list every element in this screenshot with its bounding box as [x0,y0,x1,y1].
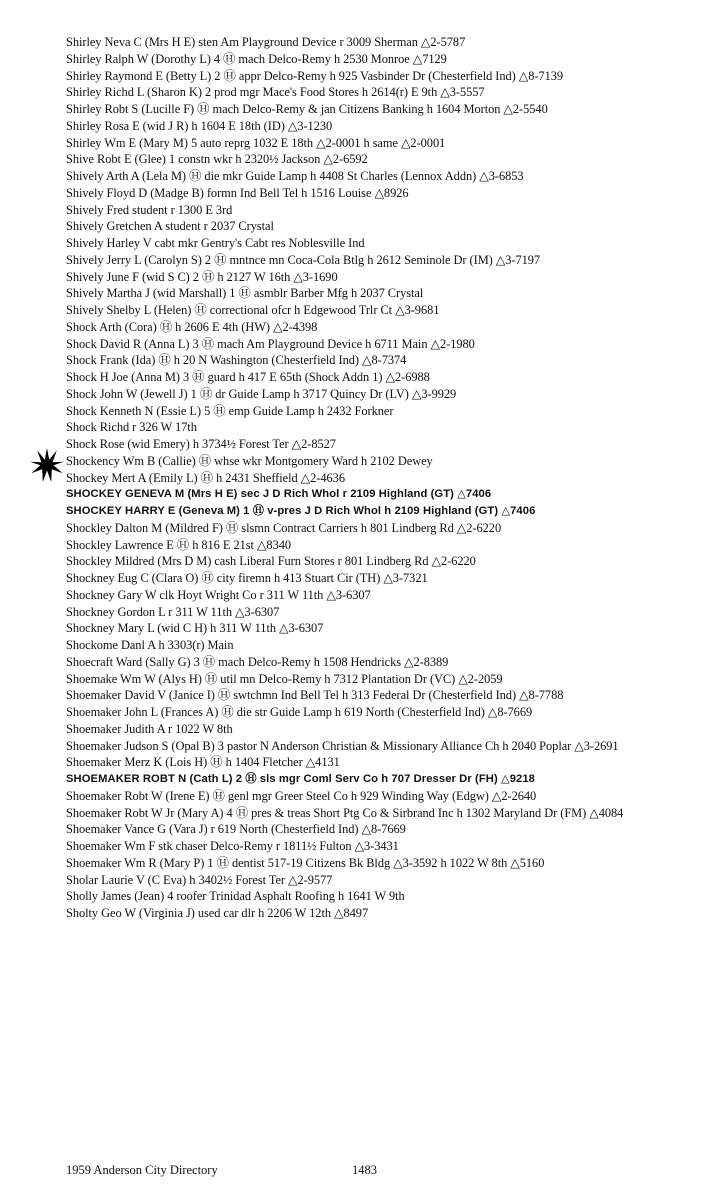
directory-entry: Shockency Wm B (Callie) Ⓗ whse wkr Montgomery Ward h 2102 Dewey [66,453,433,468]
directory-entry: Shirley Raymond E (Betty L) 2 Ⓗ appr Delco-Remy h 925 Vasbinder Dr (Chesterfield Ind) △8-7139 [66,68,564,83]
directory-entry: Shock John W (Jewell J) 1 Ⓗ dr Guide Lamp h 3717 Quincy Dr (LV) △3-9929 [66,386,457,401]
directory-entry: Shively Floyd D (Madge B) formn Ind Bell Tel h 1516 Louise △8926 [66,185,409,200]
directory-entry: Shoemake Wm W (Alys H) Ⓗ util mn Delco-Remy h 7312 Plantation Dr (VC) △2-2059 [66,671,503,686]
directory-entry: Shively Gretchen A student r 2037 Crystal [66,219,274,234]
directory-entry: Shively Shelby L (Helen) Ⓗ correctional ofcr h Edgewood Trlr Ct △3-9681 [66,303,440,317]
directory-entry: Shively Arth A (Lela M) Ⓗ die mkr Guide Lamp h 4408 St Charles (Lennox Addn) △3-6853 [66,169,524,183]
directory-entry: Shockney Gordon L r 311 W 11th △3-6307 [66,604,280,619]
directory-entry: Shively June F (wid S C) 2 Ⓗ h 2127 W 16th △3-1690 [66,269,338,284]
directory-entry: Shoemaker John L (Frances A) Ⓗ die str Guide Lamp h 619 North (Chesterfield Ind) △8-7669 [66,705,533,719]
directory-entry: Shock Rose (wid Emery) h 3734½ Forest Ter △2-8527 [66,437,336,451]
directory-entry: Shock David R (Anna L) 3 Ⓗ mach Am Playground Device h 6711 Main △2-1980 [66,336,475,351]
directory-entry: Shoecraft Ward (Sally G) 3 Ⓗ mach Delco-Remy h 1508 Hendricks △2-8389 [66,654,449,669]
directory-entry: Shock Richd r 326 W 17th [66,420,197,435]
directory-entry: SHOCKEY HARRY E (Geneva M) 1 Ⓗ v-pres J D Rich Whol h 2109 Highland (GT) △7406 [66,505,536,517]
directory-entry: Shirley Neva C (Mrs H E) sten Am Playground Device r 3009 Sherman △2-5787 [66,35,466,49]
directory-entry: Shirley Rosa E (wid J R) h 1604 E 18th (ID) △3-1230 [66,118,333,133]
directory-entry: Shively Martha J (wid Marshall) 1 Ⓗ asmblr Barber Mfg h 2037 Crystal [66,286,424,301]
directory-entry: Shoemaker Wm F stk chaser Delco-Remy r 1811½ Fulton △3-3431 [66,839,399,853]
directory-entry: Shive Robt E (Glee) 1 constn wkr h 2320½ Jackson △2-6592 [66,152,368,167]
directory-entry: Shirley Wm E (Mary M) 5 auto reprg 1032 E 18th △2-0001 h same △2-0001 [66,135,446,150]
directory-entry: Shockey Mert A (Emily L) Ⓗ h 2431 Sheffield △2-4636 [66,470,345,485]
directory-entry: Sholar Laurie V (C Eva) h 3402½ Forest Ter △2-9577 [66,872,333,887]
directory-entry: Shoemaker Robt W Jr (Mary A) 4 Ⓗ pres & treas Short Ptg Co & Sirbrand Inc h 1302 Maryland Dr (FM) △4084 [66,805,624,820]
directory-entry: Shock Kenneth N (Essie L) 5 Ⓗ emp Guide Lamp h 2432 Forkner [66,403,394,418]
directory-entry-list [66,34,722,922]
directory-entry: Shoemaker David V (Janice I) Ⓗ swtchmn Ind Bell Tel h 313 Federal Dr (Chesterfield Ind) △8-7788 [66,688,564,703]
directory-entry: Shockley Lawrence E Ⓗ h 816 E 21st △8340 [66,537,292,552]
directory-entry: Shoemaker Robt W (Irene E) Ⓗ genl mgr Greer Steel Co h 929 Winding Way (Edgw) △2-2640 [66,788,537,803]
directory-entry: Shively Harley V cabt mkr Gentry's Cabt res Noblesville Ind [66,236,365,250]
directory-entry: Shively Jerry L (Carolyn S) 2 Ⓗ mntnce mn Coca-Cola Btlg h 2612 Seminole Dr (IM) △3-7197 [66,252,541,267]
star-marker-icon [30,448,64,482]
directory-title: 1959 Anderson City Directory [66,1163,218,1177]
directory-entry: Shoemaker Judith A r 1022 W 8th [66,721,233,736]
directory-entry: Shock H Joe (Anna M) 3 Ⓗ guard h 417 E 65th (Shock Addn 1) △2-6988 [66,370,430,384]
page-number: 1483 [352,1163,377,1177]
directory-entry: Shoemaker Merz K (Lois H) Ⓗ h 1404 Fletcher △4131 [66,755,340,770]
directory-entry: Shoemaker Wm R (Mary P) 1 Ⓗ dentist 517-19 Citizens Bk Bldg △3-3592 h 1022 W 8th △5160 [66,855,545,870]
directory-entry: Shively Fred student r 1300 E 3rd [66,202,233,217]
directory-entry: Shoemaker Vance G (Vara J) r 619 North (Chesterfield Ind) △8-7669 [66,822,406,837]
directory-entry: Shirley Richd L (Sharon K) 2 prod mgr Mace's Food Stores h 2614(r) E 9th △3-5557 [66,85,485,100]
directory-entry: Shockley Dalton M (Mildred F) Ⓗ slsmn Contract Carriers h 801 Lindberg Rd △2-6220 [66,520,502,535]
directory-entry: Shoemaker Judson S (Opal B) 3 pastor N Anderson Christian & Missionary Alliance Ch h 2040 Poplar △3-2691 [66,738,619,753]
directory-entry: SHOEMAKER ROBT N (Cath L) 2 Ⓗ sls mgr Coml Serv Co h 707 Dresser Dr (FH) △9218 [66,773,535,785]
directory-entry: Sholly James (Jean) 4 roofer Trinidad Asphalt Roofing h 1641 W 9th [66,889,405,904]
directory-entry: Shockney Gary W clk Hoyt Wright Co r 311 W 11th △3-6307 [66,587,371,602]
directory-entry: Shockome Danl A h 3303(r) Main [66,638,234,652]
directory-entry: Shirley Ralph W (Dorothy L) 4 Ⓗ mach Delco-Remy h 2530 Monroe △7129 [66,51,447,66]
directory-entry: Shockley Mildred (Mrs D M) cash Liberal Furn Stores r 801 Lindberg Rd △2-6220 [66,554,476,569]
directory-entry: Sholty Geo W (Virginia J) used car dlr h 2206 W 12th △8497 [66,906,369,920]
directory-entry: Shirley Robt S (Lucille F) Ⓗ mach Delco-Remy & jan Citizens Banking h 1604 Morton △2-5540 [66,102,548,116]
directory-entry: SHOCKEY GENEVA M (Mrs H E) sec J D Rich Whol r 2109 Highland (GT) △7406 [66,488,492,501]
directory-entry: Shock Frank (Ida) Ⓗ h 20 N Washington (Chesterfield Ind) △8-7374 [66,353,407,368]
directory-entry: Shockney Mary L (wid C H) h 311 W 11th △3-6307 [66,621,324,636]
directory-entry: Shock Arth (Cora) Ⓗ h 2606 E 4th (HW) △2-4398 [66,319,318,334]
directory-entry: Shockney Eug C (Clara O) Ⓗ city firemn h 413 Stuart Cir (TH) △3-7321 [66,571,428,585]
